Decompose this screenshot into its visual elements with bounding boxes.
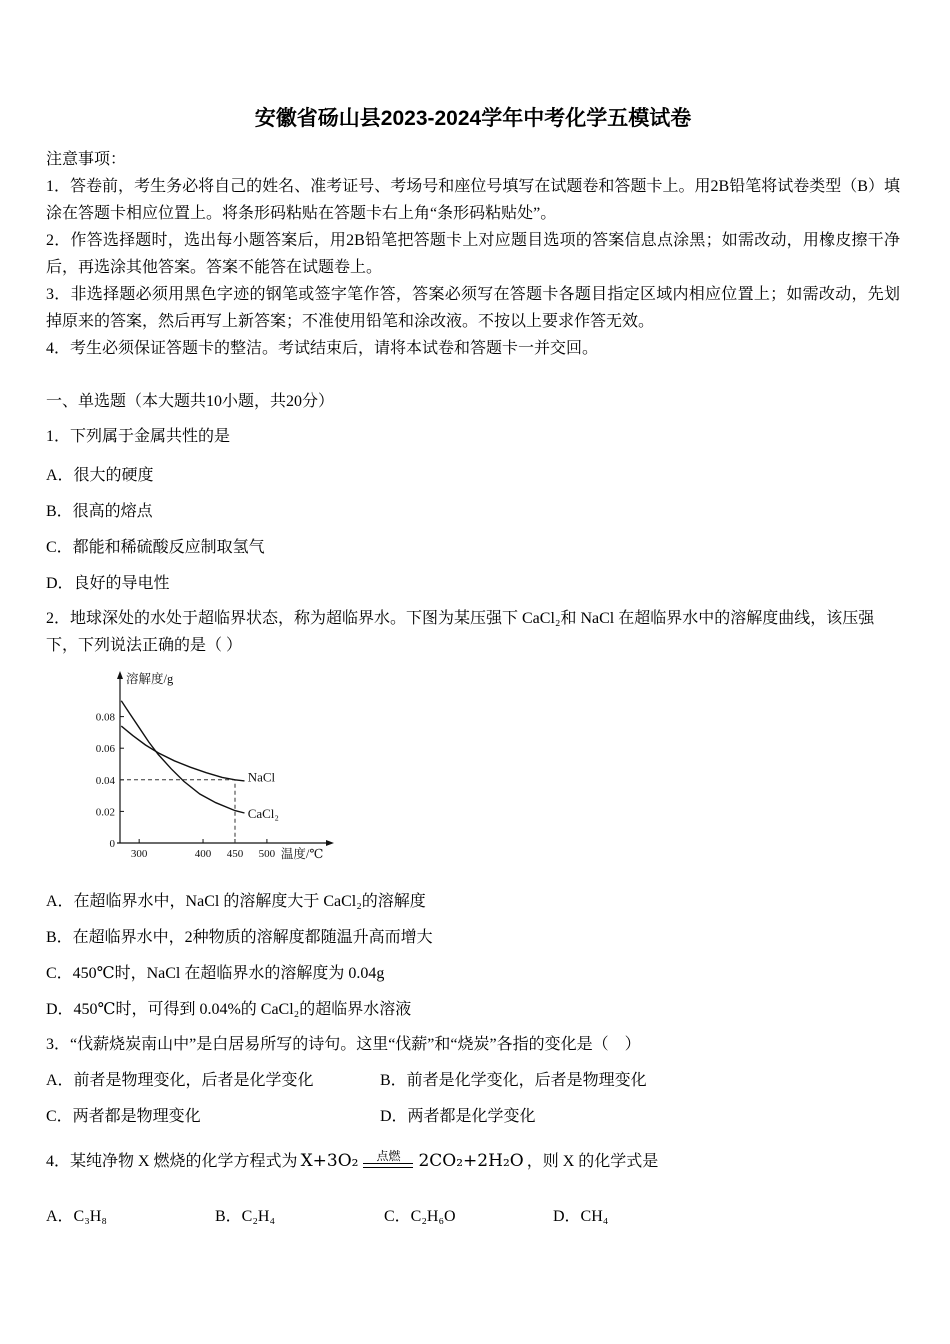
q3-stem: 3．“伐薪烧炭南山中”是白居易所写的诗句。这里“伐薪”和“烧炭”各指的变化是（ ） bbox=[46, 1036, 641, 1053]
x-axis-title: 温度/℃ bbox=[280, 847, 324, 861]
NaCl-curve bbox=[121, 726, 244, 781]
q4-stem-suffix: ，则 X 的化学式是 bbox=[526, 1153, 659, 1170]
y-axis-title: 溶解度/g bbox=[126, 672, 174, 686]
CaCl₂-curve bbox=[121, 701, 244, 813]
x-tick-label: 400 bbox=[194, 848, 212, 860]
x-tick-label: 300 bbox=[130, 848, 148, 860]
q3-option-b: B．前者是化学变化，后者是物理变化 bbox=[380, 1072, 647, 1089]
q3-option-a: A．前者是物理变化，后者是化学变化 bbox=[46, 1072, 314, 1089]
section-header: 一、单选题（本大题共10小题，共20分） bbox=[46, 393, 335, 410]
q2-option-c: C．450℃时，NaCl 在超临界水的溶解度为 0.04g bbox=[46, 965, 385, 982]
x-axis-arrow bbox=[326, 840, 334, 846]
guide-dashed-lines bbox=[120, 780, 235, 843]
equation-right: 2CO₂+2H₂O bbox=[418, 1151, 524, 1171]
q4-option-d: D．CH₄ bbox=[553, 1208, 609, 1225]
q2-option-d: D．450℃时，可得到 0.04%的 CaCl₂的超临界水溶液 bbox=[46, 1001, 412, 1018]
q4-option-a: A．C₃H₈ bbox=[46, 1208, 107, 1225]
equation-left: X+3O₂ bbox=[300, 1151, 359, 1171]
y-tick-label: 0.04 bbox=[95, 774, 115, 787]
y-tick-label: 0.06 bbox=[95, 743, 115, 756]
NaCl-curve-label: NaCl bbox=[247, 769, 276, 785]
q1-option-a: A．很大的硬度 bbox=[46, 467, 154, 484]
equation-double-line bbox=[363, 1163, 413, 1168]
q1-stem: 1．下列属于金属共性的是 bbox=[46, 428, 231, 445]
notice-header: 注意事项： bbox=[46, 151, 127, 168]
y-tick-label: 0.08 bbox=[95, 711, 115, 724]
q2-option-a: A．在超临界水中，NaCl 的溶解度大于 CaCl₂的溶解度 bbox=[46, 893, 426, 910]
notice-item-1: 1．答卷前，考生务必将自己的姓名、准考证号、考场号和座位号填写在试题卷和答题卡上。用2B铅笔将试卷类型（B）填涂在答题卡相应位置上。将条形码粘贴在答题卡右上角“条形码粘贴处”。 bbox=[46, 178, 900, 222]
q2-option-b: B．在超临界水中，2种物质的溶解度都随温升高而增大 bbox=[46, 929, 433, 946]
q3-options-row-2 bbox=[46, 1103, 900, 1130]
q4-chemical-equation bbox=[301, 1148, 524, 1175]
CaCl₂-curve-label: CaCl₂ bbox=[247, 805, 279, 821]
q1-option-b: B．很高的熔点 bbox=[46, 503, 153, 520]
notice-item-4: 4．考生必须保证答题卡的整洁。考试结束后，请将本试卷和答题卡一并交回。 bbox=[46, 340, 599, 357]
q1-option-d: D．良好的导电性 bbox=[46, 575, 170, 592]
q4-stem bbox=[46, 1148, 900, 1175]
condition-text: 点燃 bbox=[376, 1149, 401, 1163]
solubility-chart bbox=[72, 669, 900, 876]
page-title: 安徽省砀山县2023-2024学年中考化学五模试卷 bbox=[254, 107, 692, 130]
q4-stem-prefix: 4．某纯净物 X 燃烧的化学方程式为 bbox=[46, 1153, 298, 1170]
q4-options-row bbox=[46, 1203, 900, 1230]
x-tick-label: 500 bbox=[258, 848, 276, 860]
notice-item-2: 2．作答选择题时，选出每小题答案后，用2B铅笔把答题卡上对应题目选项的答案信息点涂黑；如需改动，用橡皮擦干净后，再选涂其他答案。答案不能答在试题卷上。 bbox=[46, 232, 900, 276]
y-tick-label: 0 bbox=[109, 838, 115, 850]
q1-option-c: C．都能和稀硫酸反应制取氢气 bbox=[46, 539, 265, 556]
solubility-chart-svg bbox=[72, 669, 344, 867]
y-tick-label: 0.02 bbox=[95, 806, 115, 819]
q4-option-b: B．C₂H₄ bbox=[215, 1208, 276, 1225]
notice-item-3: 3．非选择题必须用黑色字迹的钢笔或签字笔作答，答案必须写在答题卡各题目指定区域内相应位置上；如需改动，先划掉原来的答案，然后再写上新答案；不准使用铅笔和涂改液。不按以上要求作答无效。 bbox=[46, 286, 900, 330]
q4-option-c: C．C₂H₆O bbox=[384, 1208, 456, 1225]
q3-option-d: D．两者都是化学变化 bbox=[380, 1108, 536, 1125]
q3-options-row-1 bbox=[46, 1067, 900, 1094]
y-axis-arrow bbox=[117, 671, 123, 679]
x-tick-label: 450 bbox=[226, 848, 244, 860]
q3-option-c: C．两者都是物理变化 bbox=[46, 1108, 201, 1125]
q2-stem: 2．地球深处的水处于超临界状态，称为超临界水。下图为某压强下 CaCl₂和 NaCl 在超临界水中的溶解度曲线，该压强下，下列说法正确的是（ ） bbox=[46, 610, 875, 654]
equation-condition bbox=[363, 1149, 413, 1168]
